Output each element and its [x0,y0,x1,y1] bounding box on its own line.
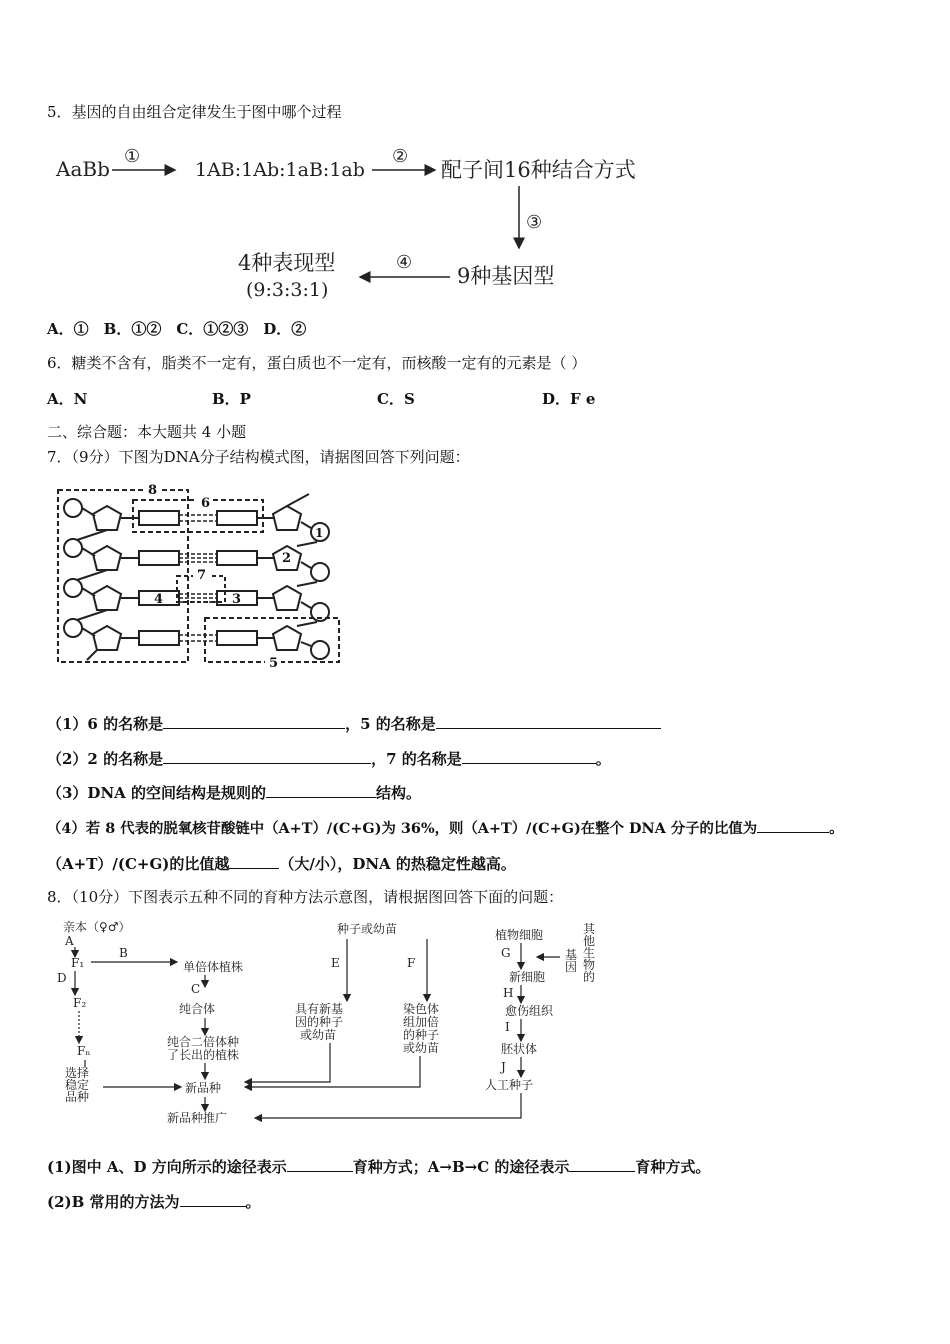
bd-mutant-2: 因的种子 [295,1015,344,1029]
q7-sub4-text-a: （4）若 8 代表的脱氧核苷酸链中（A+T）/(C+G)为 36%，则（A+T）/(C+G)在整个 DNA 分子的比值为 [47,820,758,837]
q6-option-b: B．P [212,390,251,408]
bd-seed: 种子或幼苗 [337,922,398,936]
q7-sub5-text-a: （A+T）/(C+G)的比值越 [47,855,230,873]
bd-diploid-1: 纯合二倍体种 [167,1035,240,1049]
bd-new-variety: 新品种 [185,1081,222,1095]
bd-label-f: F [407,956,416,970]
q5-options: A．① B．①② C．①②③ D．② [47,320,307,338]
q7-sub2-text-b: ，7 的名称是 [371,750,462,768]
bd-label-j: J [501,1060,506,1074]
bd-label-c: C [191,982,201,996]
bd-other-3: 生 [583,946,596,960]
q8-sub1-text-b: 育种方式；A→B→C 的途径表示 [352,1158,570,1176]
q7-sub2-text-c: 。 [595,750,611,768]
q8-sub2-text-b: 。 [245,1193,261,1211]
q8-stem: 8．（10分）下图表示五种不同的育种方法示意图，请根据图回答下面的问题： [47,888,564,906]
q7-sub1 [47,712,661,734]
bd-homozygote: 纯合体 [179,1002,216,1016]
bd-embryoid: 胚状体 [501,1042,538,1056]
q8-sub1-text-a: (1)图中 A、D 方向所示的途径表示 [47,1158,287,1176]
q5-stem: 5．基因的自由组合定律发生于图中哪个过程 [47,103,342,121]
bd-other-2: 他 [583,934,596,948]
q5-start: AaBb [56,157,110,181]
q7-sub3-text-b: 结构。 [376,784,422,802]
q7-sub4-text-b: 。 [829,820,844,837]
bd-f2: F₂ [73,996,87,1010]
q5-diagram [50,140,670,310]
bd-gene-1: 基 [565,948,578,962]
q5-combos: 配子间16种结合方式 [441,158,636,182]
q7-sub4 [47,816,844,839]
bd-poly-4: 或幼苗 [403,1041,440,1055]
bd-label-b: B [119,946,128,960]
q7-sub2-text-a: （2）2 的名称是 [47,750,164,768]
q7-sub5-text-b: （大/小），DNA 的热稳定性越高。 [279,855,516,873]
q5-step4: ④ [396,252,413,273]
bd-new-cell: 新细胞 [509,970,546,984]
answer-blank-q7-5[interactable] [229,852,279,869]
q8-sub2-text-a: (2)B 常用的方法为 [47,1193,180,1211]
q6-option-a: A．N [47,390,88,408]
answer-blank-q7-1a[interactable] [163,712,345,729]
bd-parents: 亲本（♀♂） [63,920,131,934]
answer-blank-q8-1b[interactable] [569,1155,635,1172]
bd-poly-1: 染色体 [403,1002,440,1016]
q8-sub2 [47,1190,261,1212]
bd-mutant-1: 具有新基 [295,1002,344,1016]
bd-other-5: 的 [583,970,596,984]
dna-structure-diagram [55,480,345,670]
bd-other-4: 物 [583,958,596,972]
bd-plant-cell: 植物细胞 [495,928,544,942]
bd-select-3: 品种 [65,1090,90,1104]
bd-gene-2: 因 [565,960,578,974]
q7-sub3-text-a: （3）DNA 的空间结构是规则的 [47,784,267,802]
q8-sub1 [47,1155,710,1177]
q7-stem: 7．（9分）下图为DNA分子结构模式图，请据图回答下列问题： [47,448,470,466]
dna-label-4: 4 [154,592,164,607]
breeding-methods-diagram [55,915,615,1130]
section-heading: 二、综合题：本大题共 4 小题 [47,423,247,441]
bd-label-g: G [501,946,511,960]
q5-ratio: (9:3:3:1) [246,279,329,301]
q5-gametes: 1AB:1Ab:1aB:1ab [195,159,365,181]
dna-label-7: 7 [197,568,207,583]
bd-promote: 新品种推广 [167,1111,228,1125]
q7-sub3 [47,781,421,803]
bd-poly-2: 组加倍 [403,1015,440,1029]
bd-select-1: 选择 [65,1066,90,1080]
bd-select-2: 稳定 [65,1078,90,1092]
bd-artificial-seed: 人工种子 [485,1078,534,1092]
q6-stem: 6．糖类不含有，脂类不一定有，蛋白质也不一定有，而核酸一定有的元素是（ ） [47,354,587,372]
q5-step2: ② [392,146,409,167]
q7-sub1-text-b: ，5 的名称是 [345,715,436,733]
bd-label-a: A [65,934,74,948]
q7-sub5 [47,852,516,874]
bd-label-i: I [505,1020,510,1034]
dna-label-1: 1 [315,526,324,540]
bd-callus: 愈伤组织 [505,1004,554,1018]
answer-blank-q8-1a[interactable] [287,1155,353,1172]
q7-sub1-text-a: （1）6 的名称是 [47,715,164,733]
dna-label-8: 8 [148,483,158,498]
answer-blank-q7-2a[interactable] [163,747,371,764]
bd-fn: Fₙ [77,1044,91,1058]
q5-phenotypes: 4种表现型 [238,251,336,275]
q8-sub1-text-c: 育种方式。 [635,1158,711,1176]
dna-label-2: 2 [282,551,292,566]
answer-blank-q7-4[interactable] [757,816,829,833]
answer-blank-q8-2[interactable] [180,1190,246,1207]
bd-f1: F₁ [71,956,85,970]
bd-haploid: 单倍体植株 [183,960,244,974]
bd-label-e: E [331,956,340,970]
answer-blank-q7-2b[interactable] [462,747,596,764]
q6-option-c: C．S [377,390,415,408]
bd-mutant-3: 或幼苗 [300,1028,337,1042]
q5-step3: ③ [526,212,543,233]
answer-blank-q7-1b[interactable] [436,712,661,729]
q5-genotypes: 9种基因型 [457,264,555,288]
bd-label-d: D [57,971,67,985]
bd-other-1: 其 [583,922,596,936]
q5-step1: ① [124,146,141,167]
dna-label-5: 5 [269,656,279,670]
dna-label-3: 3 [232,592,242,607]
q6-option-d: D．F e [542,390,596,408]
bd-diploid-2: 了长出的植株 [167,1048,240,1062]
bd-label-h: H [503,986,514,1000]
dna-label-6: 6 [201,496,211,511]
answer-blank-q7-3[interactable] [266,781,376,798]
q7-sub2 [47,747,611,769]
bd-poly-3: 的种子 [403,1028,440,1042]
